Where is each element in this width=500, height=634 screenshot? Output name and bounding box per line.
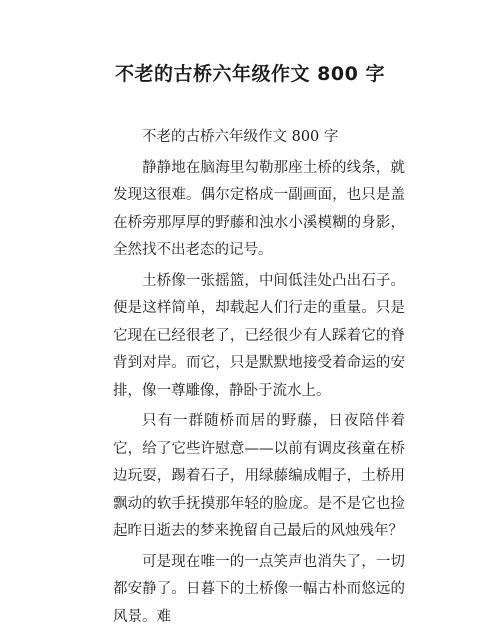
- paragraph: 只有一群随桥而居的野藤，日夜陪伴着它，给了它些许慰意——以前有调皮孩童在桥边玩耍，踢着石子，用绿藤编成帽子，土桥用飘动的软手抚摸那年轻的脸庞。是不是它也捡起昨日逝去的梦来挽留自己最后的风烛残年？: [113, 413, 405, 539]
- document-title: 不老的古桥六年级作文 800 字: [115, 63, 385, 85]
- document-body: [113, 124, 405, 634]
- paragraph: 可是现在唯一的一点笑声也消失了，一切都安静了。日暮下的土桥像一幅古朴而悠远的风景。难: [113, 553, 405, 625]
- paragraph: 土桥像一张摇篮，中间低洼处凸出石子。便是这样简单，却载起人们行走的重量。只是它现在已经很老了，已经很少有人踩着它的脊背到对岸。而它，只是默默地接受着命运的安排，像一尊雕像，静卧于流水上。: [113, 272, 405, 399]
- paragraph-subtitle: 不老的古桥六年级作文 800 字: [142, 129, 339, 145]
- paragraph: 静静地在脑海里勾勒那座土桥的线条，就发现这很难。偶尔定格成一副画面，也只是盖在桥旁那厚厚的野藤和浊水小溪模糊的身影，全然找不出老态的记号。: [113, 159, 405, 258]
